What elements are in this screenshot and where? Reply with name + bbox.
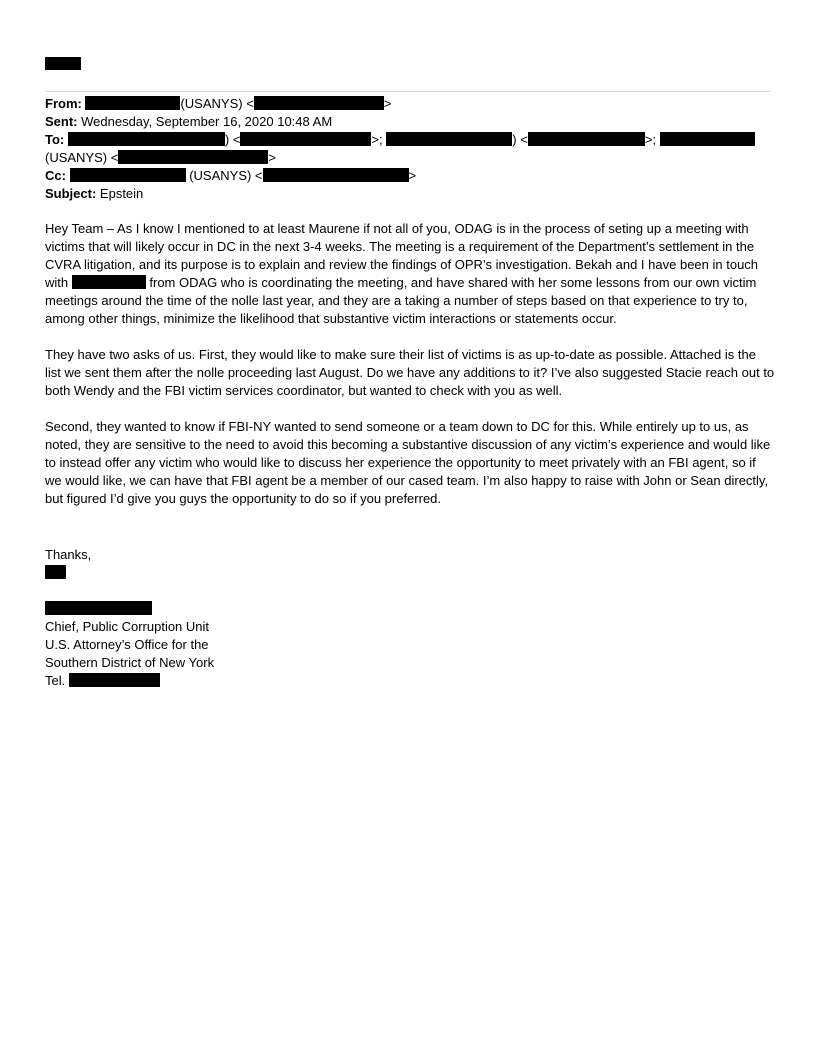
to-label: To: [45, 132, 65, 147]
redaction-block [45, 57, 81, 70]
from-label: From: [45, 96, 82, 111]
sent-line [45, 113, 775, 131]
redaction-block [68, 132, 225, 146]
redaction-block [70, 168, 186, 182]
email-header [45, 95, 775, 203]
redaction-block [69, 673, 160, 687]
redaction-block [72, 275, 146, 289]
redaction-block [386, 132, 512, 146]
paragraph-text: Hey Team – As I know I mentioned to at least Maurene if not all of you, ODAG is in the process of seting up a meeting with victims that will likely occur in DC in the next 3-4 weeks. The meeting is a requirement of the Department’s settlement in the CVRA litigation, and its purpose is to explain and review the findings of OPR’s investigation. Bekah and I have been in touch with [45, 221, 759, 290]
to-separator: >; [644, 132, 657, 147]
spacer [45, 582, 214, 600]
office-line: Southern District of New York [45, 655, 215, 670]
redaction-block [254, 96, 384, 110]
subject-label: Subject: [45, 186, 97, 201]
tel-label: Tel. [45, 673, 66, 688]
subject-line [45, 185, 775, 203]
closing-text: Thanks, [45, 547, 92, 562]
sent-label: Sent: [45, 114, 78, 129]
to-line-continued [45, 149, 775, 167]
cc-label: Cc: [45, 168, 66, 183]
redaction-block [263, 168, 409, 182]
redaction-block [85, 96, 180, 110]
cc-close: > [408, 168, 417, 183]
redaction-block [45, 601, 152, 615]
header-divider [45, 91, 771, 92]
body-paragraph [45, 220, 775, 328]
to-separator: ) < [512, 132, 528, 147]
redaction-block [45, 565, 66, 579]
tel-line [45, 672, 214, 690]
paragraph-text: from ODAG who is coordinating the meeting, and have shared with her some lessons from our own victim meetings around the time of the nolle last year, and they are a taking a number of steps based on that experience to try to, among other things, minimize the likelihood that substantive victim interactions or statements occur. [45, 275, 757, 326]
body-paragraph: Second, they wanted to know if FBI-NY wanted to send someone or a team down to DC for this. While entirely up to us, as noted, they are sensitive to the need to avoid this becoming a substantive discussion of any victim’s experience and would like to instead offer any victim who would like to discuss her experience the opportunity to meet privately with an FBI agent, so if we would like, we can have that FBI agent be a member of our cased team. I’m also happy to raise with John or Sean directly, but figured I’d give you guys the opportunity to do so if you preferred. [45, 419, 771, 506]
cc-line [45, 167, 775, 185]
from-org: (USANYS) < [180, 96, 254, 111]
from-line [45, 95, 775, 113]
redaction-block [528, 132, 645, 146]
sent-value: Wednesday, September 16, 2020 10:48 AM [81, 114, 333, 129]
signer-name-row [45, 600, 214, 618]
signature-block [45, 546, 214, 690]
to-close: > [268, 150, 276, 165]
redaction-block [118, 150, 268, 164]
subject-value: Epstein [99, 186, 144, 201]
email-body [45, 220, 775, 526]
to-separator: ) < [224, 132, 241, 147]
from-close: > [383, 96, 392, 111]
to-line [45, 131, 775, 149]
to-org: (USANYS) < [45, 150, 119, 165]
signer-title: Chief, Public Corruption Unit [45, 619, 210, 634]
body-paragraph: They have two asks of us. First, they would like to make sure their list of victims is as up-to-date as possible. Attached is the list we sent them after the nolle proceeding last August. Do we have any additions to it? I’ve also suggested Stacie reach out to both Wendy and the FBI victim services coordinator, but wanted to check with you as well. [45, 347, 775, 398]
cc-org: (USANYS) < [189, 168, 263, 183]
redaction-block [660, 132, 755, 146]
to-separator: >; [371, 132, 383, 147]
office-line: U.S. Attorney’s Office for the [45, 637, 209, 652]
redaction-block [240, 132, 371, 146]
signer-initials-row [45, 564, 214, 582]
